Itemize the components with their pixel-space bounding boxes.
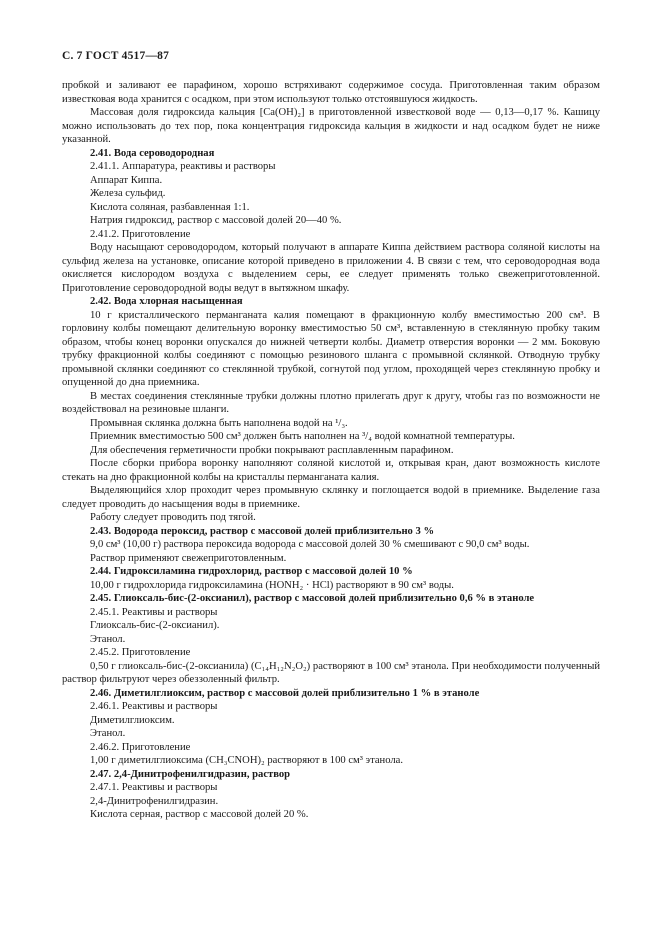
paragraph: 9,0 см³ (10,00 г) раствора пероксида водорода с массовой долей 30 % смешивают с 90,0 см³ воды. xyxy=(90,539,530,550)
paragraph: Работу следует проводить под тягой. xyxy=(90,512,256,523)
paragraph: 2.45.1. Реактивы и растворы xyxy=(90,606,218,618)
section-heading: 2.47. 2,4-Динитрофенилгидразин, раствор xyxy=(90,768,291,780)
paragraph: 2.41.1. Аппаратура, реактивы и растворы xyxy=(90,161,276,172)
paragraph: 10,00 г гидрохлорида гидроксиламина (HONH₂ · HCl) растворяют в 90 см³ воды. xyxy=(90,579,454,591)
paragraph: Для обеспечения герметичности пробки покрывают расплавленным парафином. xyxy=(90,444,454,456)
paragraph: Приемник вместимостью 500 см³ должен быть наполнен на ³/₄ водой комнатной температуры. xyxy=(90,431,515,442)
paragraph: пробкой и заливают ее парафином, хорошо встряхивают содержимое сосуда. Приготовленная таким образом известковая вода хранится с осадком, при этом используют только отстоявшуюся жидкость. xyxy=(62,80,600,105)
paragraph: 2.47.1. Реактивы и растворы xyxy=(90,782,218,793)
paragraph: После сборки прибора воронку наполняют соляной кислотой и, открывая кран, дают возможность кислоте стекать на дно фракционной колбы на кристаллы перманганата калия. xyxy=(62,458,600,483)
paragraph: Этанол. xyxy=(90,728,126,739)
paragraph: Промывная склянка должна быть наполнена водой на ¹/₃. xyxy=(90,417,348,429)
paragraph: 1,00 г диметилглиоксима (CH₃CNOH)₂ растворяют в 100 см³ этанола. xyxy=(90,755,404,766)
paragraph: 2.45.2. Приготовление xyxy=(90,647,191,658)
paragraph: Натрия гидроксид, раствор с массовой долей 20—40 %. xyxy=(90,215,342,226)
paragraph: 10 г кристаллического перманганата калия помещают в фракционную колбу вместимостью 200 см³. В горловину колбы помещают делительную воронку вместимостью 50 см³, вставленную в стеклянную пробку таким образом, чтобы конец воронки опускался до нижней четверти колбы. Диаметр отверстия воронки — 2 мм. Боковую трубку фракционной колбы соединяют с помощью резинового шланга с промывной склянкой. Отводную трубку промывной склянки соединяют со стеклянной трубкой, согнутой под углом, проходящей через стеклянную пробку и опущенной до дна приемника. xyxy=(62,309,600,388)
paragraph: Кислота серная, раствор с массовой долей 20 %. xyxy=(90,809,309,820)
paragraph: Глиоксаль-бис-(2-оксианил). xyxy=(90,620,220,631)
paragraph: 2.46.2. Приготовление xyxy=(90,741,191,753)
section-heading: 2.46. Диметилглиоксим, раствор с массовой долей приблизительно 1 % в этаноле xyxy=(90,687,480,699)
paragraph: Железа сульфид. xyxy=(90,188,166,199)
section-heading: 2.41. Вода сероводородная xyxy=(90,147,215,159)
paragraph: Диметилглиоксим. xyxy=(90,714,175,726)
paragraph: Аппарат Киппа. xyxy=(90,174,163,186)
section-heading: 2.44. Гидроксиламина гидрохлорид, раствор с массовой долей 10 % xyxy=(90,566,413,577)
paragraph: 0,50 г глиоксаль-бис-(2-оксианила) (C₁₄H₁₂N₂O₂) растворяют в 100 см³ этанола. При необходимости полученный раствор фильтруют через обеззоленный фильтр. xyxy=(62,660,600,685)
paragraph: Этанол. xyxy=(90,633,126,645)
paragraph: Раствор применяют свежеприготовленным. xyxy=(90,552,287,564)
section-heading: 2.42. Вода хлорная насыщенная xyxy=(90,296,243,307)
page-header: С. 7 ГОСТ 4517—87 xyxy=(62,50,170,62)
paragraph: Массовая доля гидроксида кальция [Ca(OH)₂] в приготовленной известковой воде — 0,13—0,17 %. Кашицу можно использовать до тех пор, пока концентрация гидроксида кальция в жидкости и над осадком будет не ниже указанной. xyxy=(62,107,600,145)
paragraph: В местах соединения стеклянные трубки должны плотно прилегать друг к другу, чтобы газ по возможности не воздействовал на резиновые шланги. xyxy=(62,390,600,415)
paragraph: Выделяющийся хлор проходит через промывную склянку и поглощается водой в приемнике. Выделение газа следует проводить до насыщения воды в приемнике. xyxy=(62,485,600,510)
paragraph: Кислота соляная, разбавленная 1:1. xyxy=(90,201,250,213)
paragraph: Воду насыщают сероводородом, который получают в аппарате Киппа действием раствора соляной кислоты на сульфид железа на установке, описание которой приведено в приложении 4. В связи с тем, что сероводородная вода окисляется кислородом воздуха с выделением серы, ее следует применять только свежеприготовленной. Приготовление сероводородной воды ведут в вытяжном шкафу. xyxy=(62,242,600,294)
section-heading: 2.43. Водорода пероксид, раствор с массовой долей приблизительно 3 % xyxy=(90,525,435,537)
body-text xyxy=(62,79,600,822)
paragraph: 2.46.1. Реактивы и растворы xyxy=(90,701,218,712)
paragraph: 2,4-Динитрофенилгидразин. xyxy=(90,795,219,807)
paragraph: 2.41.2. Приготовление xyxy=(90,228,191,240)
section-heading: 2.45. Глиоксаль-бис-(2-оксианил), раствор с массовой долей приблизительно 0,6 % в этаноле xyxy=(90,593,535,604)
